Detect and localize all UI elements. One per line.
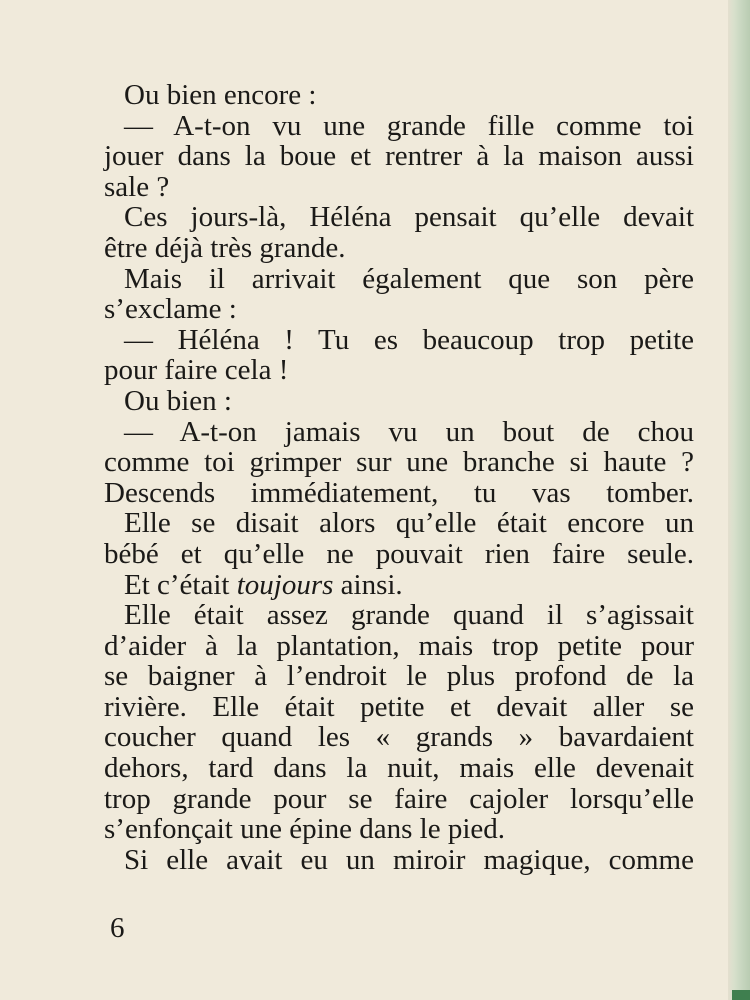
text-line-23: dehors, tard dans la nuit, mais elle devenait (104, 752, 694, 785)
text-line-14: Descends immédiatement, tu vas tomber. (104, 476, 694, 509)
text-line-18: Elle était assez grande quand il s’agissait (124, 599, 694, 632)
text-line-8: s’exclame : (104, 293, 237, 326)
text-line-12: — A-t-on jamais vu un bout de chou (124, 415, 694, 448)
text-line-2: — A-t-on vu une grande fille comme toi (124, 109, 694, 142)
text-line-4: sale ? (104, 170, 170, 203)
text-line-13: comme toi grimper sur une branche si haute ? (104, 446, 694, 479)
text-line-9: — Héléna ! Tu es beaucoup trop petite (124, 323, 694, 356)
text-line-20: se baigner à l’endroit le plus profond de la (104, 660, 694, 693)
text-line-7: Mais il arrivait également que son père (124, 262, 694, 295)
body-text (104, 80, 694, 875)
page-number: 6 (110, 912, 125, 944)
text-line-24: trop grande pour se faire cajoler lorsqu’elle (104, 782, 694, 815)
text-line-15: Elle se disait alors qu’elle était encore un (124, 507, 694, 540)
text-line-16: bébé et qu’elle ne pouvait rien faire seule. (104, 537, 694, 570)
text-line-19: d’aider à la plantation, mais trop petite pour (104, 629, 694, 662)
text-line-17: Et c’était toujours ainsi. (124, 568, 403, 601)
text-line-21: rivière. Elle était petite et devait aller se (104, 690, 694, 723)
cover-corner (732, 990, 750, 1000)
emphasis-toujours: toujours (236, 568, 334, 601)
text-line-25: s’enfonçait une épine dans le pied. (104, 813, 506, 846)
text-line-1: Ou bien encore : (124, 79, 317, 111)
book-spine-edge (728, 0, 750, 1000)
text-line-10: pour faire cela ! (104, 354, 289, 387)
text-line-11: Ou bien : (124, 384, 232, 417)
text-line-26: Si elle avait eu un miroir magique, comme (124, 843, 694, 876)
text-line-3: jouer dans la boue et rentrer à la maison aussi (104, 140, 694, 173)
text-line-6: être déjà très grande. (104, 231, 346, 264)
text-line-5: Ces jours-là, Héléna pensait qu’elle devait (124, 201, 694, 234)
text-line-22: coucher quand les « grands » bavardaient (104, 721, 694, 754)
